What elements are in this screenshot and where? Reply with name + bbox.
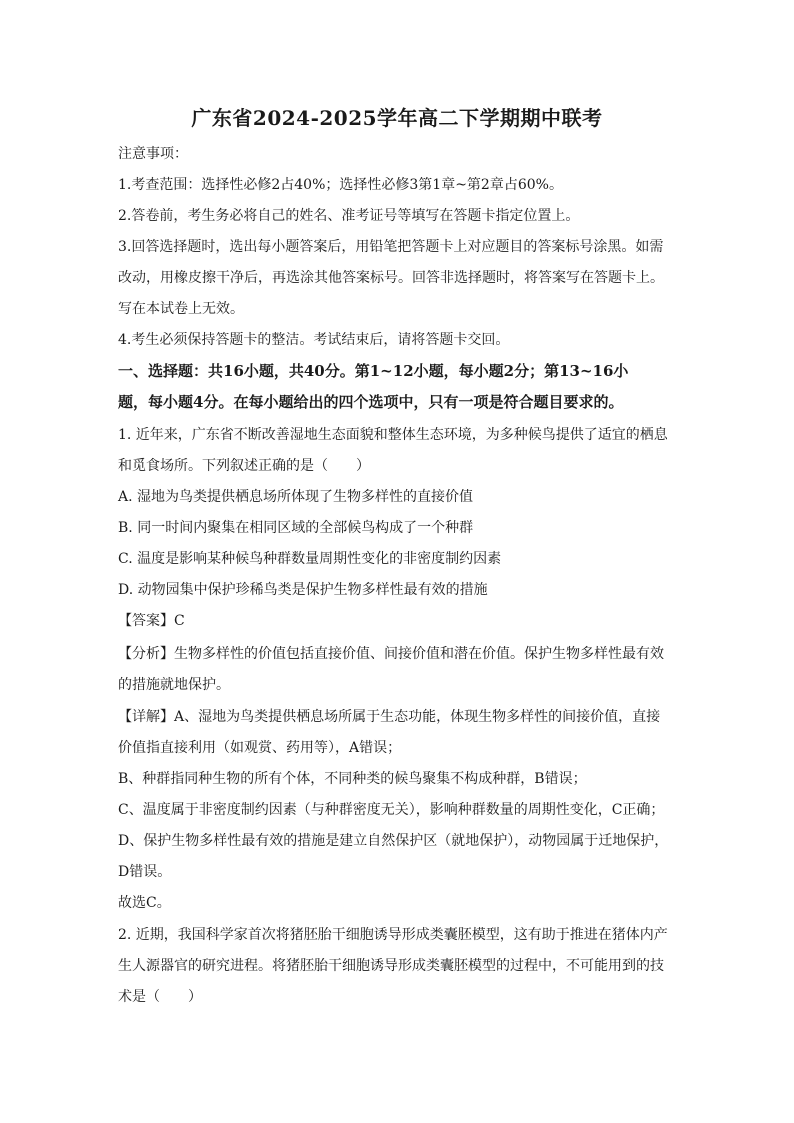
section-heading-line1: 一、选择题：共16小题，共40分。第1~12小题，每小题2分；第13~16小	[118, 362, 629, 380]
q1-option-a: A. 湿地为鸟类提供栖息场所体现了生物多样性的直接价值	[118, 489, 474, 505]
q1-option-d: D. 动物园集中保护珍稀鸟类是保护生物多样性最有效的措施	[118, 582, 488, 598]
q2-stem-line3: 术是（ ）	[118, 989, 202, 1005]
detail-label: 【详解】	[118, 709, 174, 725]
q1-detail-line5: D、保护生物多样性最有效的措施是建立自然保护区（就地保护），动物园属于迁地保护，	[118, 833, 669, 849]
notice-item-2: 2.答卷前，考生务必将自己的姓名、准考证号等填写在答题卡指定位置上。	[118, 208, 580, 224]
q1-detail-line1	[118, 707, 678, 727]
q1-stem-line2: 和觅食场所。下列叙述正确的是（ ）	[118, 458, 370, 474]
answer-value: C	[174, 613, 185, 629]
q2-stem-line1: 2. 近期，我国科学家首次将猪胚胎干细胞诱导形成类囊胚模型，这有助于推进在猪体内产	[118, 927, 668, 943]
q1-conclusion: 故选C。	[118, 895, 171, 911]
q1-analysis-line2: 的措施就地保护。	[118, 677, 230, 693]
q1-stem-line1: 1. 近年来，广东省不断改善湿地生态面貌和整体生态环境，为多种候鸟提供了适宜的栖息	[118, 427, 668, 443]
notice-item-1: 1.考查范围：选择性必修2占40%；选择性必修3第1章~第2章占60%。	[118, 177, 563, 193]
analysis-text: 生物多样性的价值包括直接价值、间接价值和潜在价值。保护生物多样性最有效	[174, 646, 664, 662]
answer-label: 【答案】	[118, 613, 174, 629]
notice-item-4: 4.考生必须保持答题卡的整洁。考试结束后，请将答题卡交回。	[118, 332, 510, 348]
detail-text: A、湿地为鸟类提供栖息场所属于生态功能，体现生物多样性的间接价值，直接	[174, 709, 661, 725]
section-heading-line2: 题，每小题4分。在每小题给出的四个选项中，只有一项是符合题目要求的。	[118, 393, 624, 411]
q1-analysis-line1	[118, 644, 678, 664]
q1-detail-line4: C、温度属于非密度制约因素（与种群密度无关），影响种群数量的周期性变化，C正确；	[118, 802, 665, 818]
q1-detail-line3: B、种群指同种生物的所有个体，不同种类的候鸟聚集不构成种群，B错误；	[118, 771, 587, 787]
q1-option-b: B. 同一时间内聚集在相同区域的全部候鸟构成了一个种群	[118, 520, 474, 536]
q1-option-c: C. 温度是影响某种候鸟种群数量周期性变化的非密度制约因素	[118, 551, 502, 567]
notice-heading: 注意事项：	[118, 146, 188, 162]
notice-item-3: 3.回答选择题时，选出每小题答案后，用铅笔把答题卡上对应题目的答案标号涂黑。如需	[118, 239, 664, 255]
notice-item-3-cont: 改动，用橡皮擦干净后，再选涂其他答案标号。回答非选择题时，将答案写在答题卡上。	[118, 270, 664, 286]
q2-stem-line2: 生人源器官的研究进程。将猪胚胎干细胞诱导形成类囊胚模型的过程中，不可能用到的技	[118, 958, 664, 974]
q1-detail-line6: D错误。	[118, 864, 172, 880]
analysis-label: 【分析】	[118, 646, 174, 662]
q1-detail-line2: 价值指直接利用（如观赏、药用等），A错误；	[118, 740, 402, 756]
document-title: 广东省2024-2025学年高二下学期期中联考	[191, 106, 603, 130]
q1-answer	[118, 611, 678, 631]
notice-item-3-cont2: 写在本试卷上无效。	[118, 301, 244, 317]
